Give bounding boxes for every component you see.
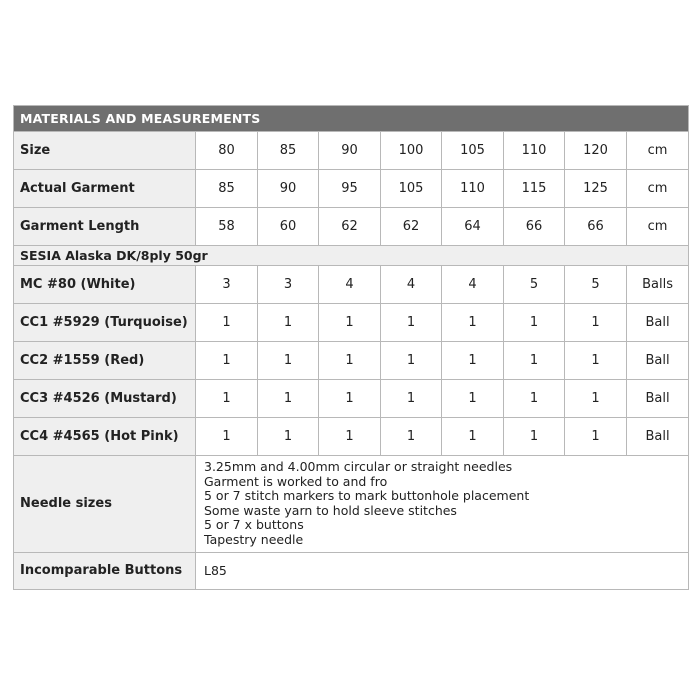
table-row-cc2 bbox=[14, 342, 689, 380]
table-cell: 1 bbox=[319, 304, 381, 342]
table-cell: 60 bbox=[258, 208, 319, 246]
table-cell: 1 bbox=[504, 380, 565, 418]
needle-note-line: Some waste yarn to hold sleeve stitches bbox=[204, 502, 457, 518]
table-cell: 3 bbox=[196, 266, 258, 304]
table-title: MATERIALS AND MEASUREMENTS bbox=[14, 106, 689, 132]
table-cell: 64 bbox=[442, 208, 504, 246]
unit-cell: Ball bbox=[627, 304, 689, 342]
table-cell: 1 bbox=[381, 418, 442, 456]
needle-note-line: 5 or 7 x buttons bbox=[204, 517, 304, 533]
unit-cell: cm bbox=[627, 132, 689, 170]
table-cell: 66 bbox=[504, 208, 565, 246]
table-cell: 5 bbox=[565, 266, 627, 304]
needle-note-line: Garment is worked to and fro bbox=[204, 473, 388, 489]
table-cell: 66 bbox=[565, 208, 627, 246]
needle-note-line: 5 or 7 stitch markers to mark buttonhole placement bbox=[204, 488, 530, 504]
table-cell: 1 bbox=[565, 342, 627, 380]
table-cell: 85 bbox=[196, 170, 258, 208]
table-cell: 100 bbox=[381, 132, 442, 170]
table-cell: 90 bbox=[258, 170, 319, 208]
table-cell: 1 bbox=[196, 418, 258, 456]
row-label: CC3 #4526 (Mustard) bbox=[14, 380, 196, 418]
table-row-cc1 bbox=[14, 304, 689, 342]
row-label: CC4 #4565 (Hot Pink) bbox=[14, 418, 196, 456]
table-cell: 58 bbox=[196, 208, 258, 246]
table-row-yarn-heading bbox=[14, 246, 689, 266]
table-cell: 1 bbox=[258, 342, 319, 380]
table-cell: 1 bbox=[196, 342, 258, 380]
table-cell: 1 bbox=[258, 418, 319, 456]
unit-cell: cm bbox=[627, 170, 689, 208]
table-row-buttons bbox=[14, 552, 689, 589]
table-cell: 1 bbox=[319, 380, 381, 418]
table-cell: 4 bbox=[381, 266, 442, 304]
table-cell: 1 bbox=[442, 342, 504, 380]
table-cell: 4 bbox=[442, 266, 504, 304]
table-cell: 62 bbox=[381, 208, 442, 246]
table-cell: 1 bbox=[258, 380, 319, 418]
table-cell: 5 bbox=[504, 266, 565, 304]
table-cell: 1 bbox=[504, 418, 565, 456]
materials-table-container bbox=[13, 105, 688, 590]
row-label: Size bbox=[14, 132, 196, 170]
table-cell: 1 bbox=[442, 304, 504, 342]
row-label: MC #80 (White) bbox=[14, 266, 196, 304]
table-cell: 1 bbox=[442, 380, 504, 418]
table-row-actual-garment bbox=[14, 170, 689, 208]
table-cell: 115 bbox=[504, 170, 565, 208]
table-cell: 110 bbox=[504, 132, 565, 170]
table-row-cc4 bbox=[14, 418, 689, 456]
table-cell: 105 bbox=[381, 170, 442, 208]
table-cell: 105 bbox=[442, 132, 504, 170]
table-cell: 80 bbox=[196, 132, 258, 170]
row-label: CC1 #5929 (Turquoise) bbox=[14, 304, 196, 342]
needle-notes bbox=[196, 456, 689, 553]
table-cell: 1 bbox=[565, 418, 627, 456]
buttons-value: L85 bbox=[196, 552, 689, 589]
row-label: Needle sizes bbox=[14, 456, 196, 553]
table-cell: 62 bbox=[319, 208, 381, 246]
unit-cell: Ball bbox=[627, 342, 689, 380]
row-label: Actual Garment bbox=[14, 170, 196, 208]
table-cell: 1 bbox=[381, 342, 442, 380]
table-cell: 3 bbox=[258, 266, 319, 304]
needle-note-line: 3.25mm and 4.00mm circular or straight needles bbox=[204, 459, 513, 474]
table-cell: 1 bbox=[442, 418, 504, 456]
table-cell: 90 bbox=[319, 132, 381, 170]
row-label: CC2 #1559 (Red) bbox=[14, 342, 196, 380]
row-label: Garment Length bbox=[14, 208, 196, 246]
table-cell: 85 bbox=[258, 132, 319, 170]
table-row-cc3 bbox=[14, 380, 689, 418]
unit-cell: Ball bbox=[627, 380, 689, 418]
table-cell: 1 bbox=[319, 342, 381, 380]
table-cell: 95 bbox=[319, 170, 381, 208]
table-cell: 1 bbox=[381, 380, 442, 418]
table-cell: 1 bbox=[504, 304, 565, 342]
unit-cell: Balls bbox=[627, 266, 689, 304]
unit-cell: cm bbox=[627, 208, 689, 246]
needle-note-line: Tapestry needle bbox=[204, 531, 304, 547]
table-cell: 1 bbox=[319, 418, 381, 456]
table-cell: 1 bbox=[258, 304, 319, 342]
table-row-size bbox=[14, 132, 689, 170]
table-cell: 125 bbox=[565, 170, 627, 208]
table-cell: 110 bbox=[442, 170, 504, 208]
row-label: Incomparable Buttons bbox=[14, 552, 196, 589]
table-row-garment-length bbox=[14, 208, 689, 246]
table-cell: 4 bbox=[319, 266, 381, 304]
table-cell: 1 bbox=[565, 304, 627, 342]
header-row bbox=[14, 106, 689, 132]
table-row-mc bbox=[14, 266, 689, 304]
unit-cell: Ball bbox=[627, 418, 689, 456]
table-cell: 1 bbox=[565, 380, 627, 418]
materials-table bbox=[13, 105, 689, 590]
table-row-needle-sizes bbox=[14, 456, 689, 553]
table-cell: 1 bbox=[504, 342, 565, 380]
table-cell: 1 bbox=[381, 304, 442, 342]
table-cell: 1 bbox=[196, 304, 258, 342]
table-cell: 120 bbox=[565, 132, 627, 170]
yarn-heading: SESIA Alaska DK/8ply 50gr bbox=[14, 246, 689, 266]
table-cell: 1 bbox=[196, 380, 258, 418]
